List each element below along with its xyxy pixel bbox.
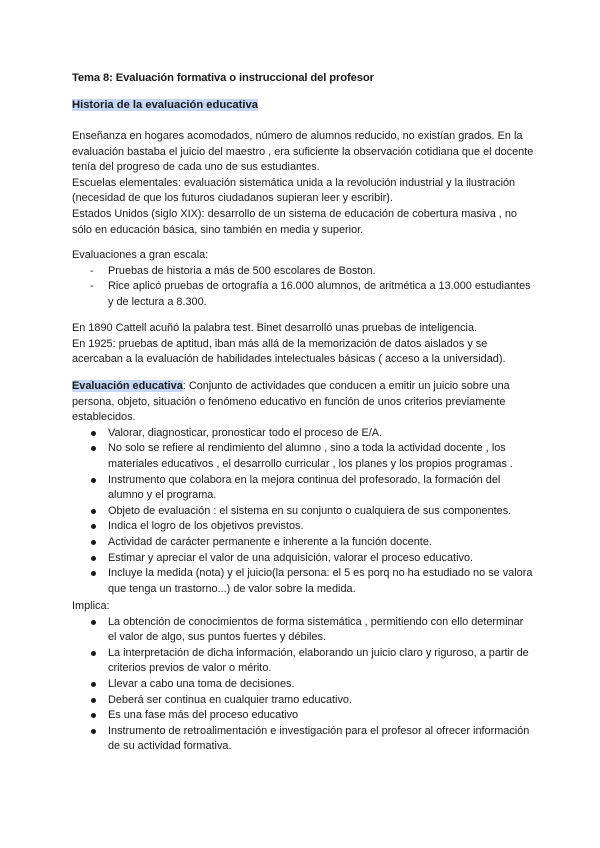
history-paragraph: Enseñanza en hogares acomodados, número de alumnos reducido, no existían grados. En la evaluación bastaba el juicio del maestro , era suficiente la observación cotidiana que el docente tenía del progreso de cada uno de sus estudiantes. <box>72 130 534 174</box>
history-paragraph: Estados Unidos (siglo XIX): desarrollo de un sistema de educación de cobertura masiva , no sólo en educación básica, sino también en media y superior. <box>72 207 517 236</box>
history-paragraph: En 1925: pruebas de aptitud, iban más allá de la memorización de datos aislados y se acercaban a la evaluación de habilidades intelectuales básicas ( acceso a la universidad). <box>72 337 506 366</box>
large-scale-list <box>72 264 534 311</box>
list-item: La obtención de conocimientos de forma sistemática , permitiendo con ello determinar el valor de algo, sus puntos fuertes y débiles. <box>72 615 534 646</box>
list-item: Incluye la medida (nota) y el juicio(la persona: el 5 es porq no ha estudiado no se valora que tenga un trastorno...) de valor sobre la medida. <box>72 566 534 597</box>
implies-intro: Implica: <box>72 600 110 612</box>
list-item: Actividad de carácter permanente e inherente a la función docente. <box>72 535 534 551</box>
list-item: Instrumento de retroalimentación e investigación para el profesor al ofrecer información de su actividad formativa. <box>72 724 534 755</box>
list-item: No solo se refiere al rendimiento del alumno , sino a toda la actividad docente , los materiales educativos , el desarrollo curricular , los planes y los propios programas . <box>72 441 534 472</box>
definition-term: Evaluación educativa <box>72 380 183 392</box>
definition-text: : Conjunto de actividades que conducen a emitir un juicio sobre una persona, objeto, situación o fenómeno educativo en función de unos criterios previamente establecidos. <box>72 380 510 424</box>
list-item: La interpretación de dicha información, elaborando un juicio claro y riguroso, a partir de criterios previos de valor o mérito. <box>72 646 534 677</box>
definition-paragraph <box>72 379 534 426</box>
history-paragraph: Escuelas elementales: evaluación sistemática unida a la revolución industrial y la ilustración (necesidad de que los futuros ciudadanos supieran leer y escribir). <box>72 176 516 205</box>
implies-block <box>72 599 534 755</box>
implies-list <box>72 615 534 755</box>
list-item: Indica el logro de los objetivos previstos. <box>72 519 534 535</box>
definition-block <box>72 379 534 597</box>
list-item: - Pruebas de historia a más de 500 escolares de Boston. <box>72 264 534 280</box>
list-item: Objeto de evaluación : el sistema en su conjunto o cualquiera de sus componentes. <box>72 504 534 520</box>
list-item: Deberá ser continua en cualquier tramo educativo. <box>72 693 534 709</box>
history-late-block <box>72 321 534 368</box>
history-block <box>72 129 534 238</box>
list-item: Valorar, diagnosticar, pronosticar todo el proceso de E/A. <box>72 426 534 442</box>
list-item: - Rice aplicó pruebas de ortografía a 16.000 alumnos, de aritmética a 13.000 estudiantes y de lectura a 8.300. <box>72 279 534 310</box>
section-heading <box>72 99 258 111</box>
definition-list <box>72 426 534 598</box>
list-item: Es una fase más del proceso educativo <box>72 708 534 724</box>
large-scale-intro: Evaluaciones a gran escala: <box>72 249 209 261</box>
history-paragraph: En 1890 Cattell acuñó la palabra test. Binet desarrolló unas pruebas de inteligencia. <box>72 322 478 334</box>
section-heading-text: Historia de la evaluación educativa <box>72 99 258 111</box>
large-scale-block <box>72 248 534 310</box>
page-title: Tema 8: Evaluación formativa o instruccional del profesor <box>72 72 374 84</box>
list-item: Instrumento que colabora en la mejora continua del profesorado, la formación del alumno y el programa. <box>72 473 534 504</box>
list-item: Estimar y apreciar el valor de una adquisición, valorar el proceso educativo. <box>72 551 534 567</box>
list-item: Llevar a cabo una toma de decisiones. <box>72 677 534 693</box>
